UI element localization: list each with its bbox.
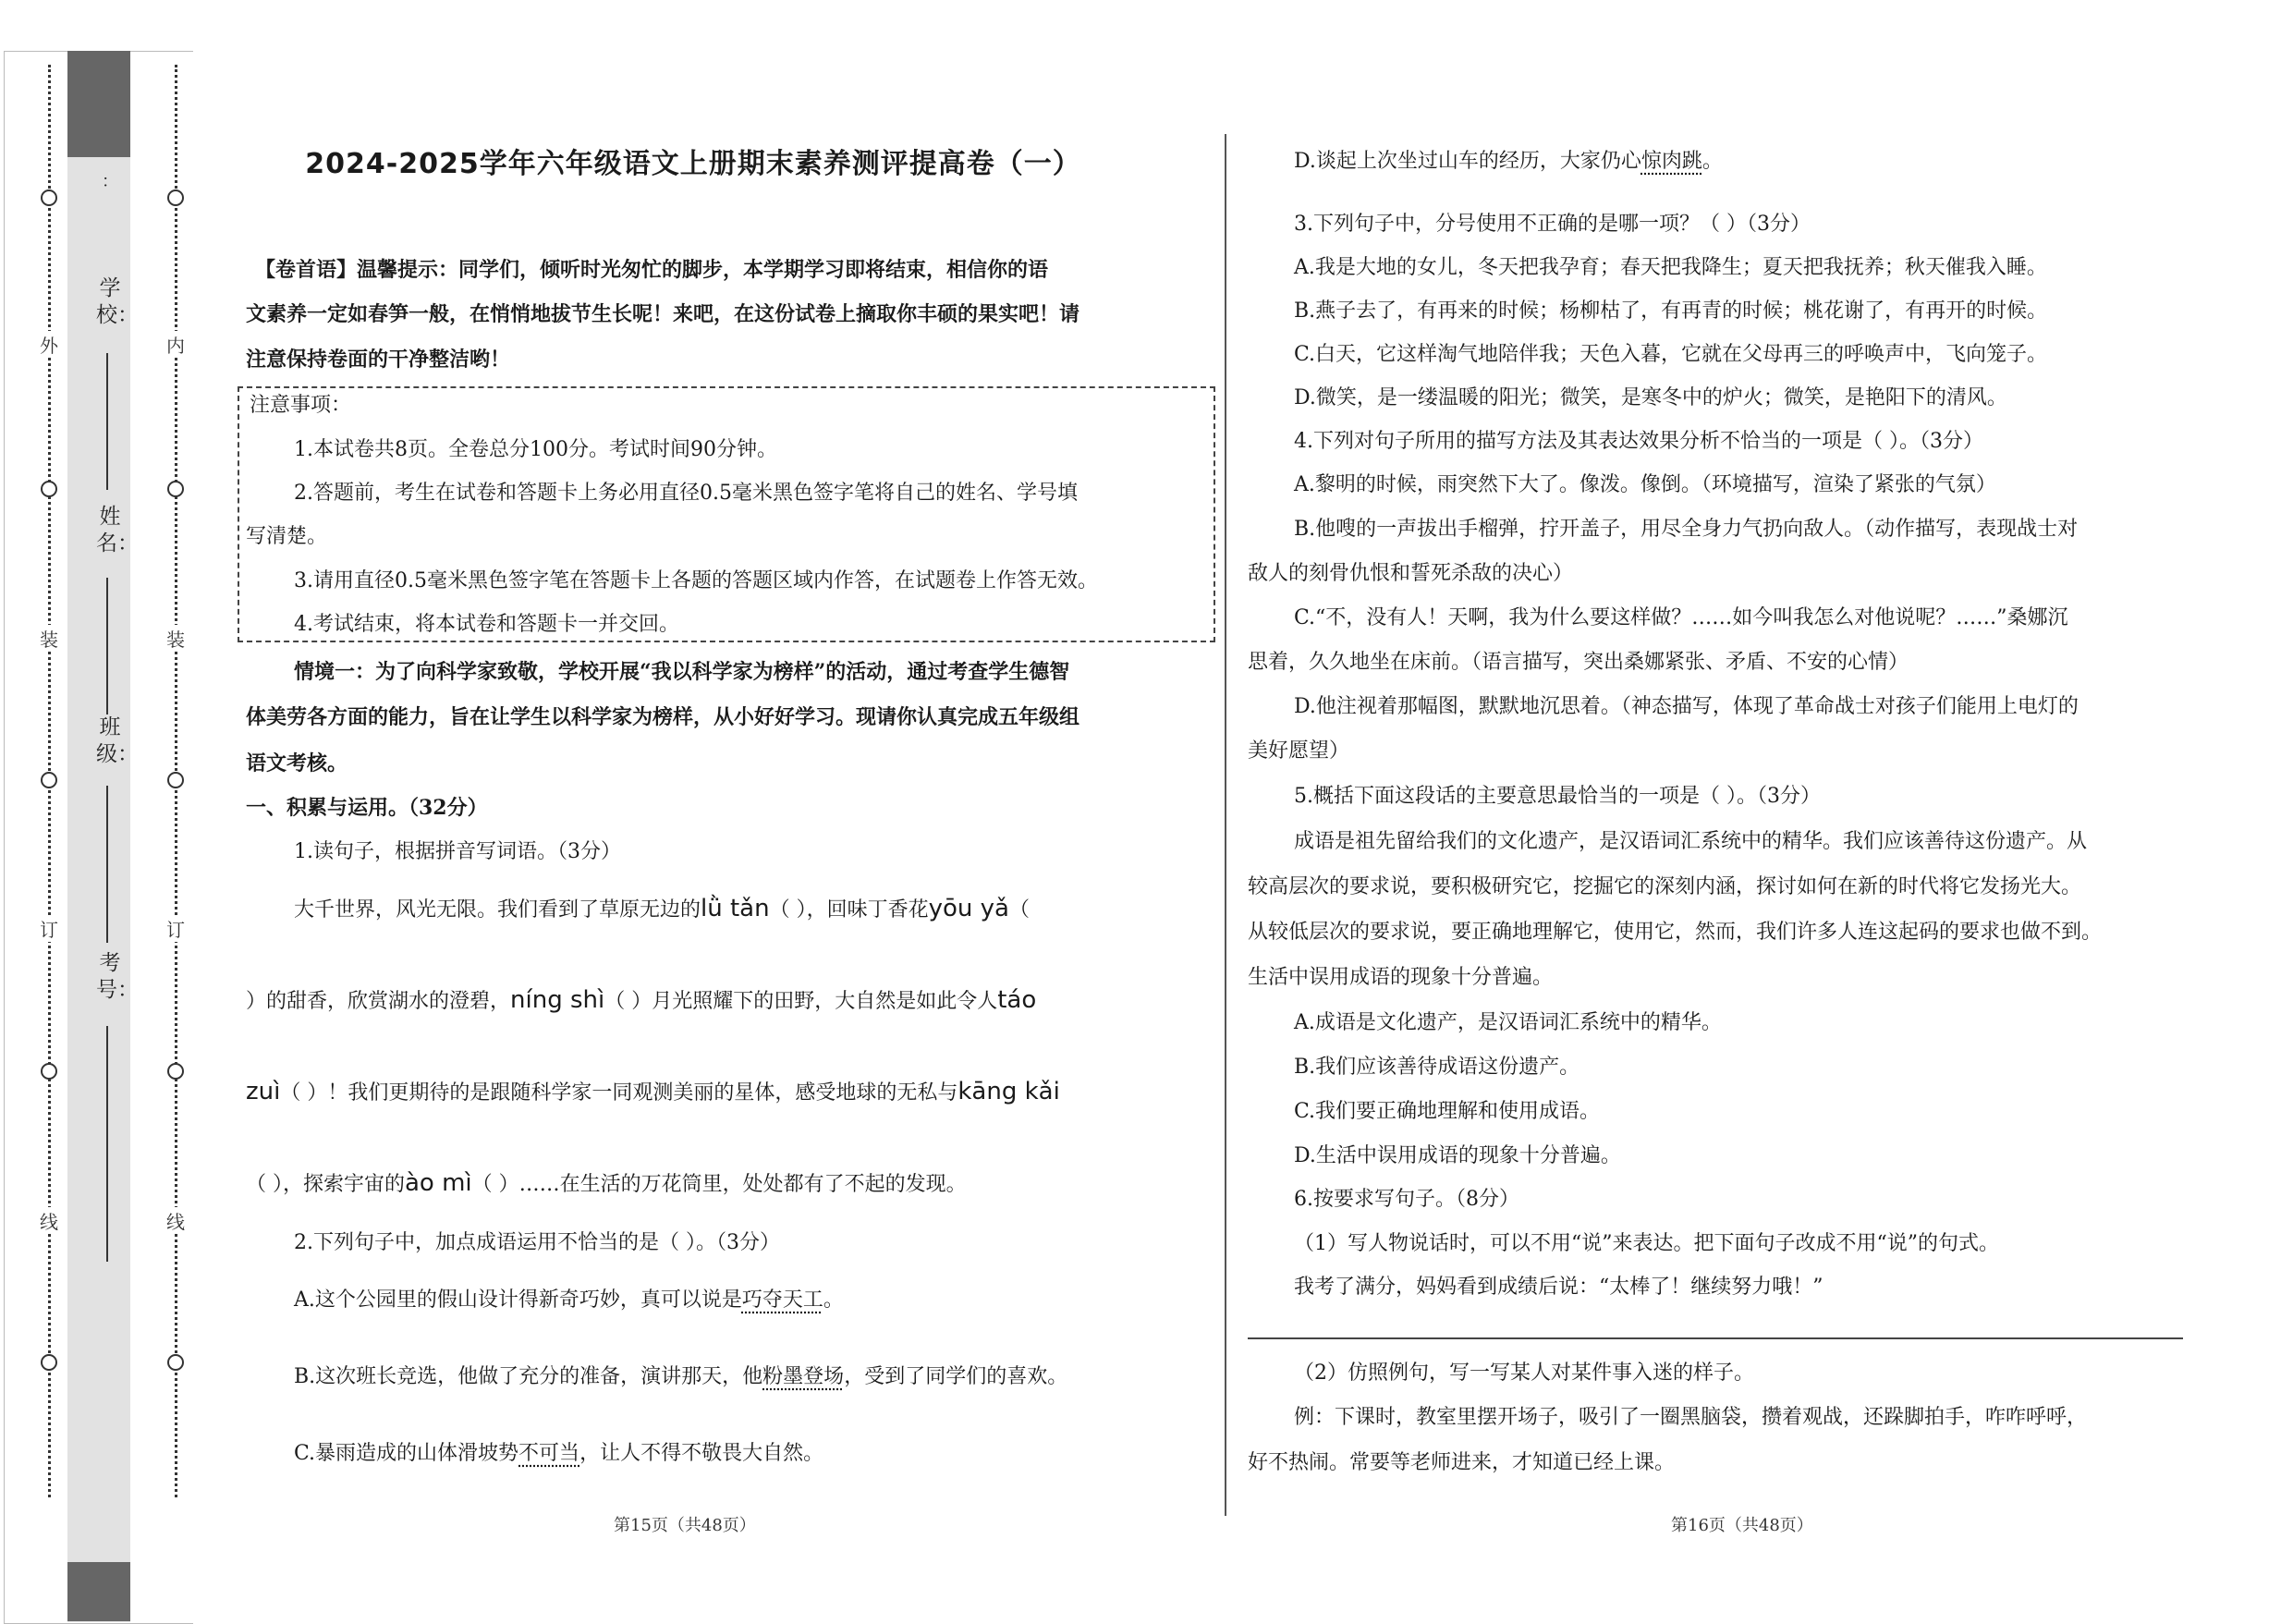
question-stem: 4.下列对句子所用的描写方法及其表达效果分析不恰当的一项是（ ）。（3分） — [1294, 430, 1983, 453]
scenario-line: 体美劳各方面的能力，旨在让学生以科学家为榜样，从小好好学习。现请你认真完成五年级组 — [246, 705, 1080, 729]
binding-label-line: 线 — [165, 1207, 187, 1234]
binding-hole — [167, 1354, 184, 1371]
name-label: 姓名： — [96, 505, 139, 556]
pinyin: ào mì — [405, 1169, 472, 1197]
notice-box — [238, 386, 1215, 642]
notice-heading: 注意事项： — [250, 394, 352, 417]
page-title: 2024-2025学年六年级语文上册期末素养测评提高卷（一） — [305, 148, 1081, 180]
option: D.谈起上次坐过山车的经历，大家仍心惊肉跳。 — [1294, 150, 1723, 173]
passage-line: 较高层次的要求说，要积极研究它，挖掘它的深刻内涵，探讨如何在新的时代将它发扬光大。 — [1248, 875, 2082, 898]
option: D.他注视着那幅图，默默地沉思着。（神态描写，体现了革命战士对孩子们能用上电灯的 — [1294, 695, 2079, 718]
passage-line: 生活中误用成语的现象十分普遍。 — [1248, 966, 1554, 989]
preface-line: 【卷首语】温馨提示：同学们，倾听时光匆忙的脚步，本学期学习即将结束，相信你的语 — [255, 258, 1049, 282]
binding-label-staple: 订 — [165, 915, 187, 942]
scenario-line: 情境一：为了向科学家致敬，学校开展“我以科学家为榜样”的活动，通过考查学生德智 — [294, 660, 1070, 684]
binding-colon: ： — [102, 172, 118, 191]
question-stem: 2.下列句子中，加点成语运用不恰当的是（ ）。（3分） — [294, 1231, 780, 1254]
option: A.黎明的时候，雨突然下大了。像泼。像倒。（环境描写，渲染了紧张的气氛） — [1294, 473, 1996, 496]
school-label: 学校： — [96, 276, 139, 327]
option: A.这个公园里的假山设计得新奇巧妙，真可以说是巧夺天工。 — [294, 1288, 844, 1312]
binding-label-line: 线 — [38, 1207, 60, 1234]
binding-hole — [41, 1354, 57, 1371]
binding-label-bind: 装 — [165, 625, 187, 652]
binding-hole — [167, 1063, 184, 1080]
binding-hole — [167, 772, 184, 788]
binding-hole — [41, 189, 57, 206]
scenario-line: 语文考核。 — [246, 751, 348, 775]
notice-item: 2.答题前，考生在试卷和答题卡上务必用直径0.5毫米黑色签字笔将自己的姓名、学号填 — [294, 482, 1078, 505]
passage-line: 从较低层次的要求说，要正确地理解它，使用它，然而，我们许多人连这起码的要求也做不到。 — [1248, 921, 2103, 944]
example-sentence: 好不热闹。常要等老师进来，才知道已经上课。 — [1248, 1451, 1676, 1474]
q1-sentence-line: 大千世界，风光无限。我们看到了草原无边的lǜ tǎn（ ），回味丁香花yōu yǎ（ — [294, 895, 1030, 922]
passage-line: 成语是祖先留给我们的文化遗产，是汉语词汇系统中的精华。我们应该善待这份遗产。从 — [1294, 830, 2088, 853]
binding-label-inner: 内 — [165, 331, 187, 358]
pinyin: lǜ tǎn — [701, 895, 770, 922]
binding-dark-block-top — [67, 51, 130, 157]
exam-number-label: 考号： — [96, 951, 139, 1002]
binding-dark-block-bottom — [67, 1562, 130, 1621]
q1-sentence-line: zuì（ ）！我们更期待的是跟随科学家一同观测美丽的星体，感受地球的无私与kāng kǎi — [246, 1078, 1060, 1105]
option: B.我们应该善待成语这份遗产。 — [1294, 1056, 1580, 1079]
option: C.我们要正确地理解和使用成语。 — [1294, 1100, 1601, 1123]
option: C.“不，没有人！天啊，我为什么要这样做？……如今叫我怎么对他说呢？……”桑娜沉 — [1294, 606, 2068, 629]
binding-hole — [41, 481, 57, 497]
option: 敌人的刻骨仇恨和誓死杀敌的决心） — [1248, 562, 1574, 585]
example-sentence: 我考了满分，妈妈看到成绩后说：“太棒了！继续努力哦！” — [1294, 1276, 1823, 1299]
page-number: 第16页（共48页） — [1671, 1516, 1813, 1535]
question-stem: 3.下列句子中，分号使用不正确的是哪一项？（ ）（3分） — [1294, 213, 1811, 236]
sub-question: （1）写人物说话时，可以不用“说”来表达。把下面句子改成不用“说”的句式。 — [1294, 1232, 1999, 1255]
option: A.成语是文化遗产，是汉语词汇系统中的精华。 — [1294, 1011, 1722, 1034]
pinyin: táo — [997, 986, 1037, 1014]
page-divider — [1225, 134, 1226, 1516]
option: 美好愿望） — [1248, 739, 1350, 763]
question-stem: 5.概括下面这段话的主要意思最恰当的一项是（ ）。（3分） — [1294, 785, 1821, 808]
name-field[interactable] — [106, 578, 108, 714]
q1-sentence-line: ）的甜香，欣赏湖水的澄碧，níng shì（ ）月光照耀下的田野，大自然是如此令人táo — [246, 986, 1037, 1014]
notice-item: 3.请用直径0.5毫米黑色签字笔在答题卡上各题的答题区域内作答，在试题卷上作答无效。 — [294, 569, 1098, 592]
preface-line: 注意保持卷面的干净整洁哟！ — [246, 348, 511, 372]
question-stem: 1.读句子，根据拼音写词语。（3分） — [294, 840, 621, 863]
binding-label-staple: 订 — [38, 915, 60, 942]
school-field[interactable] — [106, 353, 108, 490]
pinyin: níng shì — [510, 986, 605, 1014]
class-label: 班级： — [96, 715, 139, 766]
notice-item: 4.考试结束，将本试卷和答题卡一并交回。 — [294, 613, 679, 636]
pinyin: kāng kǎi — [957, 1078, 1060, 1105]
binding-hole — [167, 189, 184, 206]
notice-item: 1.本试卷共8页。全卷总分100分。考试时间90分钟。 — [294, 438, 777, 461]
binding-hole — [41, 1063, 57, 1080]
sub-question: （2）仿照例句，写一写某人对某件事入迷的样子。 — [1294, 1361, 1754, 1385]
pinyin: zuì — [246, 1078, 281, 1105]
preface-line: 文素养一定如春笋一般，在悄悄地拔节生长呢！来吧，在这份试卷上摘取你丰硕的果实吧！请 — [246, 302, 1080, 326]
notice-item: 写清楚。 — [246, 525, 328, 548]
option: D.微笑，是一缕温暖的阳光；微笑，是寒冬中的炉火；微笑，是艳阳下的清风。 — [1294, 386, 2007, 409]
binding-hole — [167, 481, 184, 497]
option: B.燕子去了，有再来的时候；杨柳枯了，有再青的时候；桃花谢了，有再开的时候。 — [1294, 299, 2048, 323]
option: B.他嗖的一声拔出手榴弹，拧开盖子，用尽全身力气扔向敌人。（动作描写，表现战士对 — [1294, 518, 2079, 541]
pinyin: yōu yǎ — [928, 895, 1009, 922]
question-stem: 6.按要求写句子。（8分） — [1294, 1188, 1519, 1211]
binding-hole — [41, 772, 57, 788]
example-sentence: 例：下课时，教室里摆开场子，吸引了一圈黑脑袋，攒着观战，还跺脚拍手，咋咋呼呼， — [1294, 1406, 2088, 1429]
page-number: 第15页（共48页） — [614, 1516, 756, 1535]
option: 思着，久久地坐在床前。（语言描写，突出桑娜紧张、矛盾、不安的心情） — [1248, 651, 1909, 674]
option: B.这次班长竞选，他做了充分的准备，演讲那天，他粉墨登场，受到了同学们的喜欢。 — [294, 1365, 1068, 1388]
answer-line[interactable] — [1248, 1337, 2183, 1339]
exam-number-field[interactable] — [106, 1026, 108, 1262]
option: C.白天，它这样淘气地陪伴我；天色入暮，它就在父母再三的呼唤声中，飞向笼子。 — [1294, 343, 2048, 366]
binding-label-bind: 装 — [38, 625, 60, 652]
section-heading: 一、积累与运用。（32分） — [246, 796, 488, 820]
class-field[interactable] — [106, 786, 108, 943]
option: C.暴雨造成的山体滑坡势不可当，让人不得不敬畏大自然。 — [294, 1442, 824, 1465]
binding-label-outer: 外 — [38, 331, 60, 358]
option: A.我是大地的女儿，冬天把我孕育；春天把我降生；夏天把我抚养；秋天催我入睡。 — [1294, 256, 2047, 279]
q1-sentence-line: （ ），探索宇宙的ào mì（ ）……在生活的万花筒里，处处都有了不起的发现。 — [246, 1169, 967, 1197]
option: D.生活中误用成语的现象十分普遍。 — [1294, 1144, 1621, 1167]
